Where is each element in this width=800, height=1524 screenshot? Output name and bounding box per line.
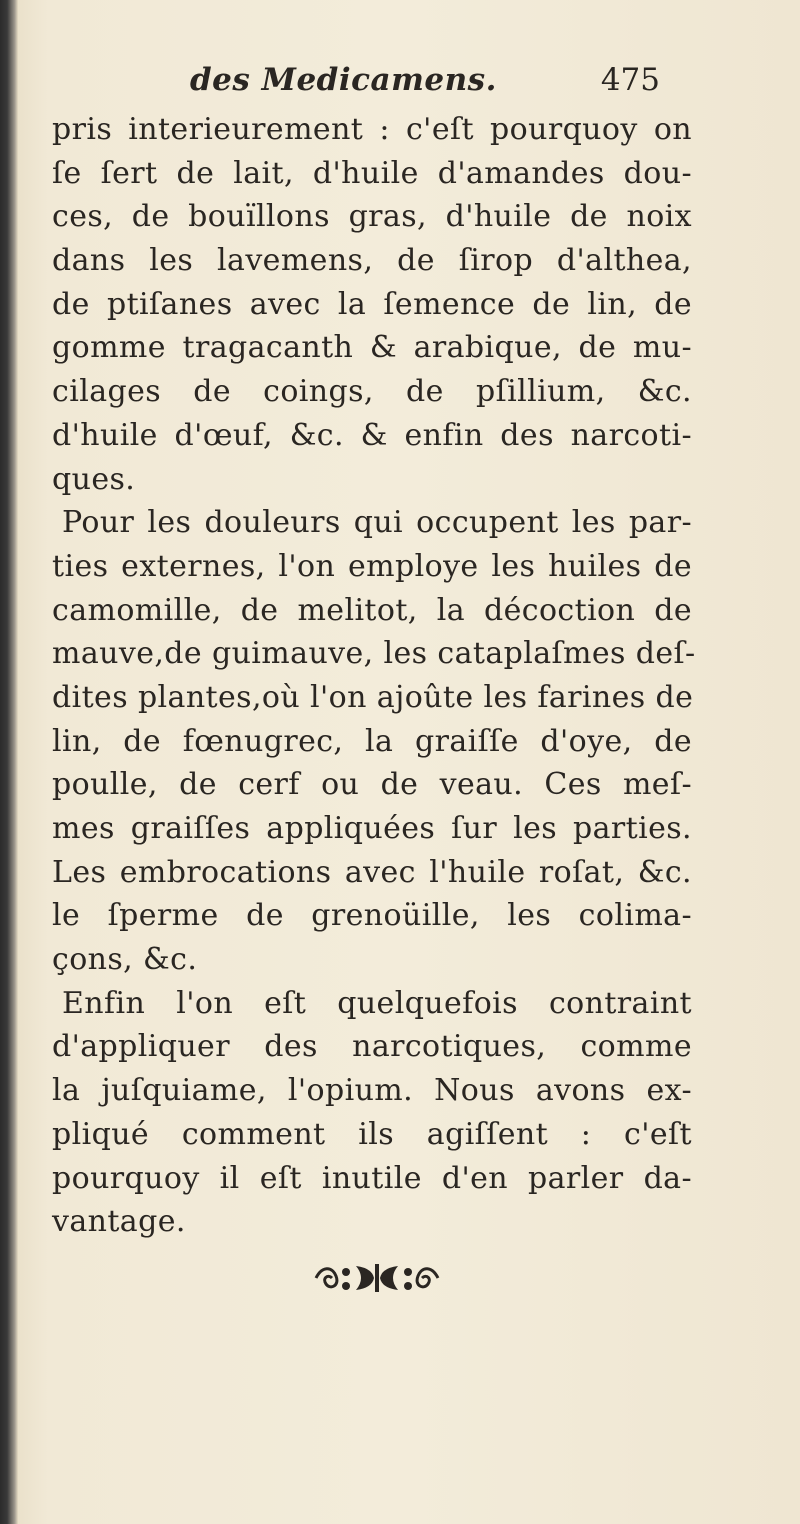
text-line: Pour les douleurs qui occupent les par- [62, 505, 692, 541]
text-line: dites plantes,où l'on ajoûte les farines de [52, 679, 694, 715]
text-line: la juſquiame, l'opium. Nous avons ex- [52, 1073, 692, 1109]
text-line: pris interieurement : c'eſt pourquoy on [52, 112, 692, 147]
text-line: Les embrocations avec l'huile roſat, &c. [52, 854, 692, 890]
text-line: poulle, de cerf ou de veau. Ces meſ- [52, 767, 692, 803]
text-line: vantage. [52, 1204, 186, 1240]
book-binding-edge [0, 0, 18, 1524]
text-line: ties externes, l'on employe les huiles de [52, 548, 692, 584]
text-line: ques. [52, 461, 136, 497]
text-line: mauve,de guimauve, les cataplaſmes deſ- [52, 636, 696, 672]
body-text [52, 108, 696, 1244]
text-line: pliqué comment ils agiſſent : c'eſt [52, 1116, 692, 1152]
printers-ornament-icon [312, 1258, 442, 1298]
text-line: ſe ſert de lait, d'huile d'amandes dou- [52, 155, 692, 191]
text-line: lin, de fœnugrec, la graiſſe d'oye, de [52, 723, 692, 759]
text-line: de ptiſanes avec la ſemence de lin, de [52, 286, 692, 322]
text-line: dans les lavemens, de ſirop d'althea, [52, 243, 692, 279]
text-line: ces, de bouïllons gras, d'huile de noix [52, 199, 692, 235]
text-line: d'appliquer des narcotiques, comme [52, 1029, 692, 1065]
text-line: d'huile d'œuf, &c. & enfin des narcoti- [52, 417, 692, 453]
page-header [190, 62, 660, 106]
page-number: 475 [600, 62, 660, 98]
text-line: çons, &c. [52, 942, 198, 978]
text-line: camomille, de melitot, la décoction de [52, 592, 692, 628]
text-line: mes graiſſes appliquées ſur les parties. [52, 811, 692, 846]
text-line: gomme tragacanth & arabique, de mu- [52, 330, 692, 366]
text-line: cilages de coings, de pſillium, &c. [52, 374, 692, 410]
text-line: le ſperme de grenoüille, les colima- [52, 898, 692, 934]
text-line: pourquoy il eſt inutile d'en parler da- [52, 1160, 692, 1196]
running-title: des Medicamens. [190, 62, 497, 98]
text-line: Enfin l'on eſt quelquefois contraint [62, 985, 692, 1021]
